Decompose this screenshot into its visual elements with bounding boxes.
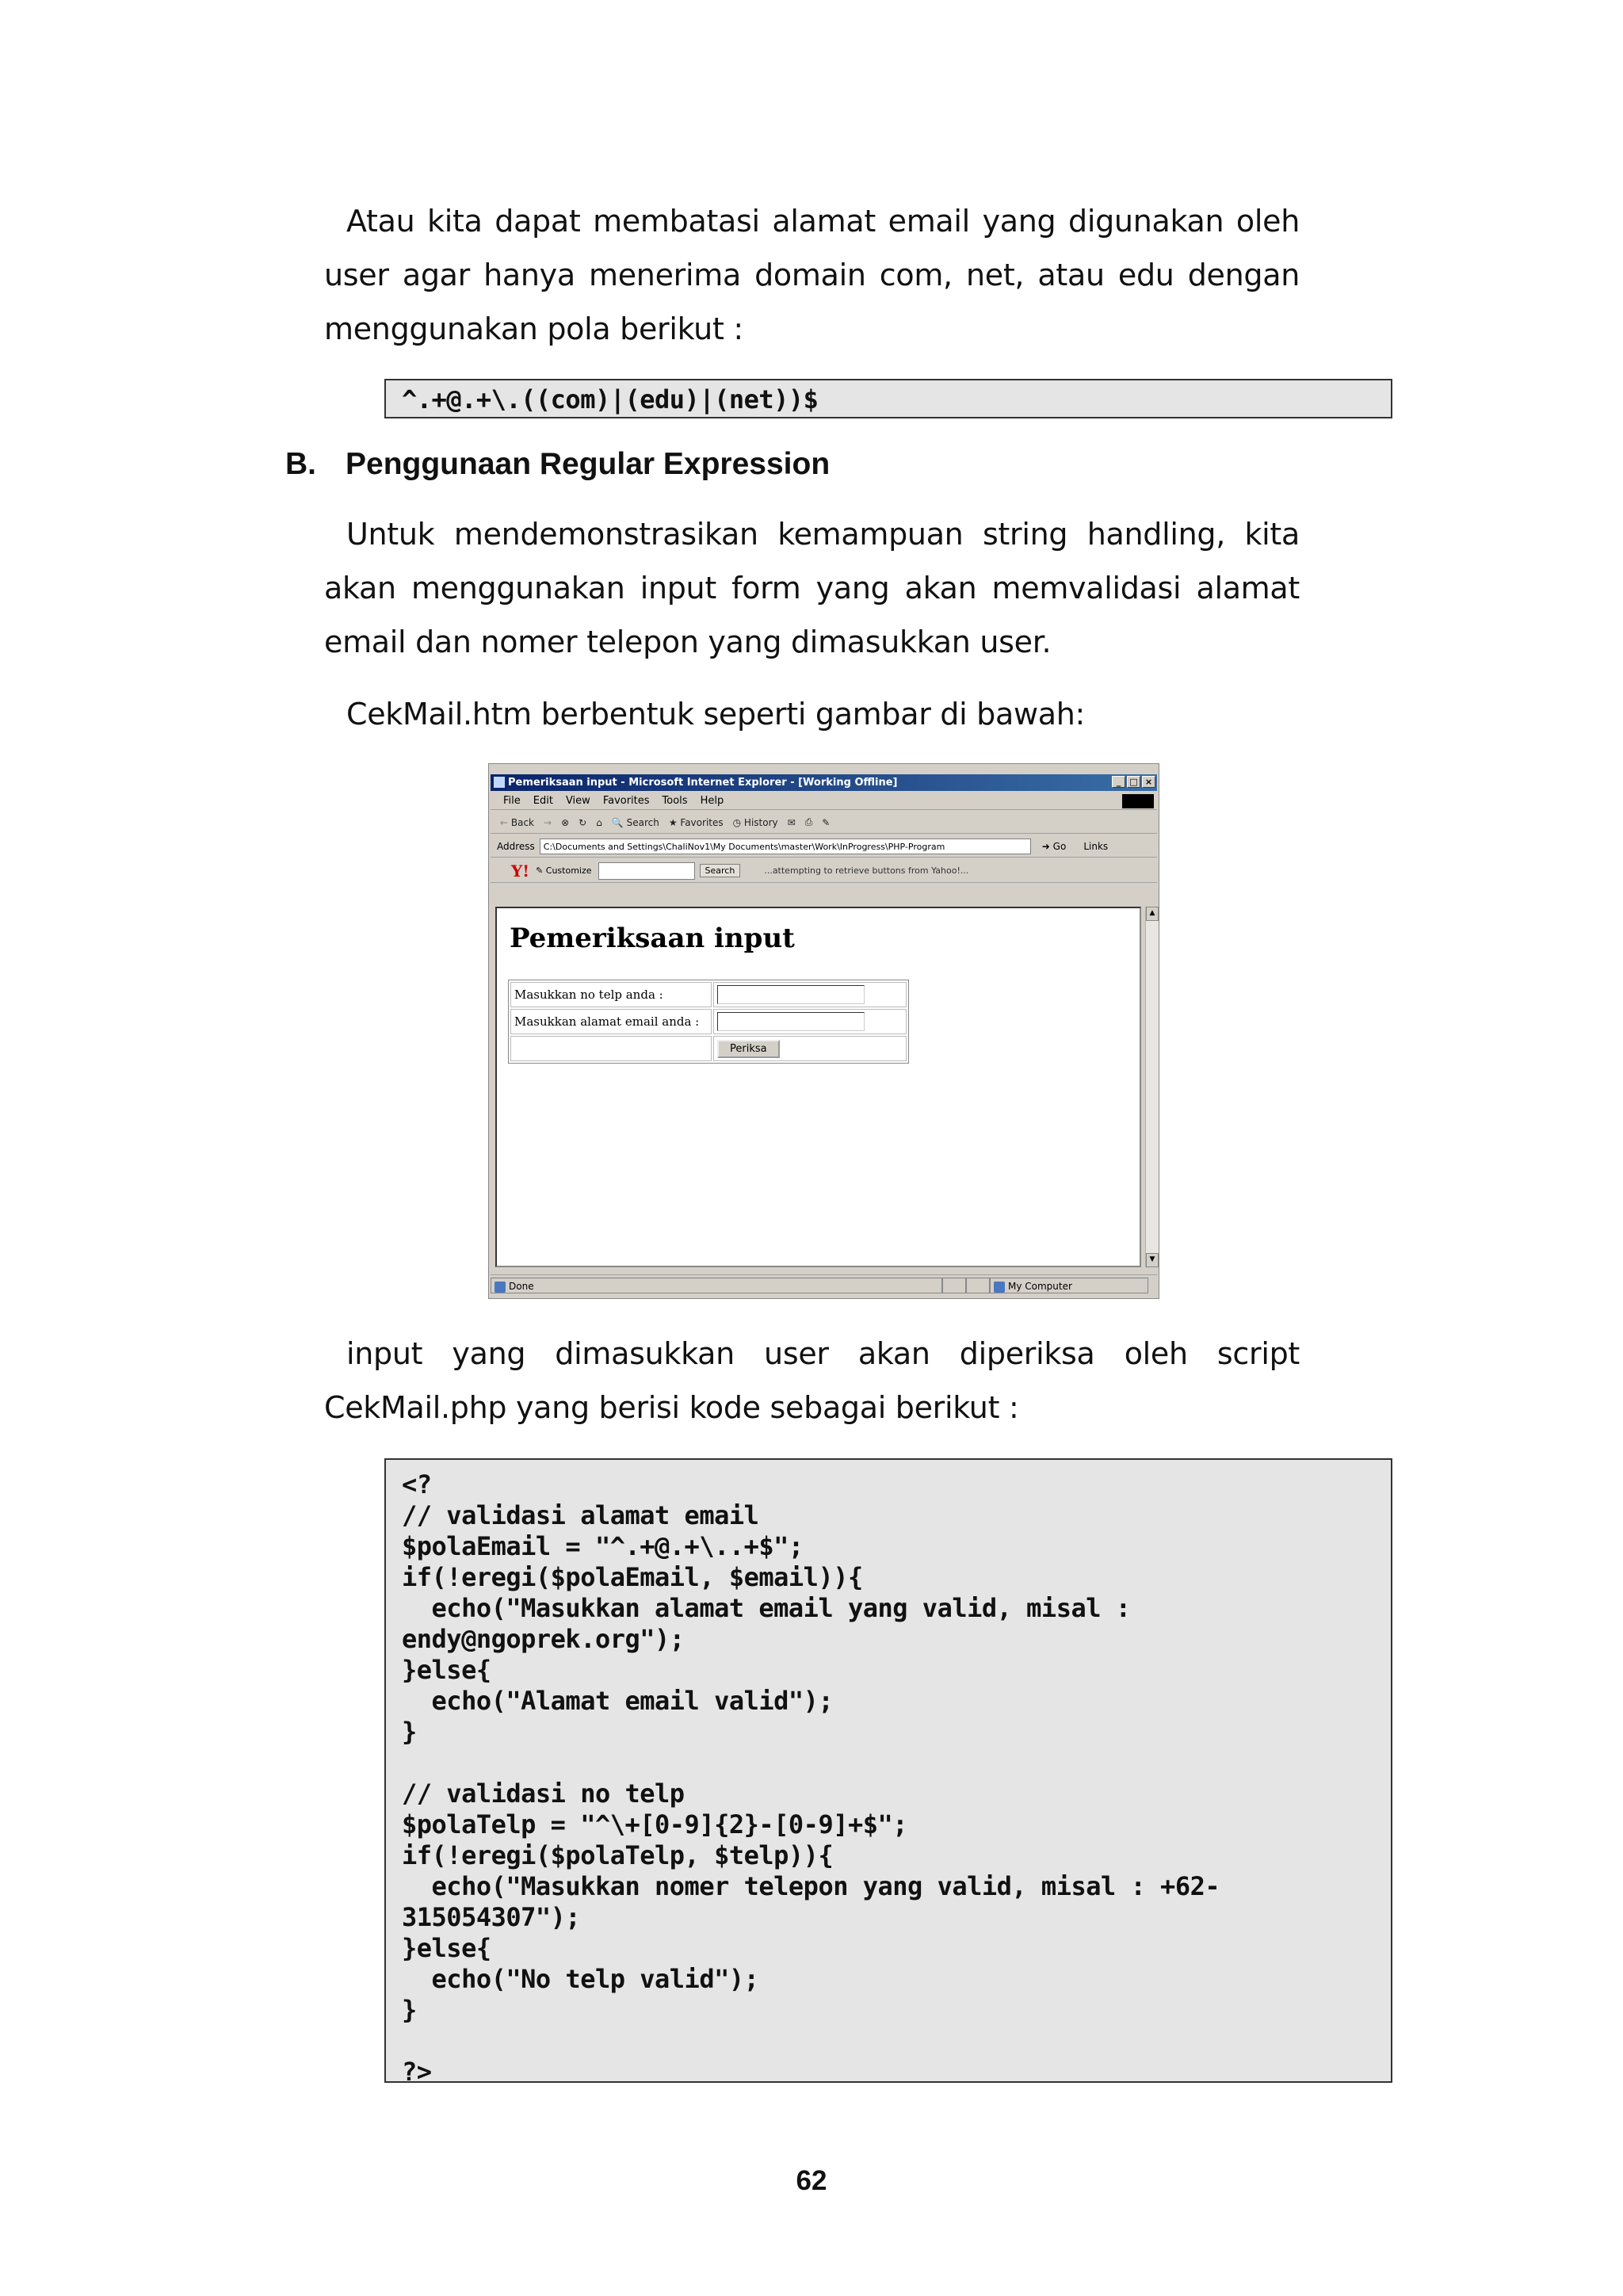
periksa-button[interactable]: Periksa <box>717 1040 780 1058</box>
script-paragraph: input yang dimasukkan user akan diperiksa oleh script CekMail.php yang berisi kode sebagai berikut : <box>324 1336 1300 1425</box>
customize-button[interactable]: ✎ Customize <box>536 865 592 876</box>
home-icon[interactable]: ⌂ <box>596 816 602 828</box>
search-label: Search <box>626 816 659 828</box>
search-button[interactable]: 🔍 Search <box>611 816 659 828</box>
status-text: Done <box>509 1281 534 1292</box>
cekmail-caption: CekMail.htm berbentuk seperti gambar di bawah: <box>346 697 1086 732</box>
mail-icon[interactable]: ✉ <box>787 816 796 828</box>
go-button[interactable]: ➜ Go <box>1041 840 1067 852</box>
history-label: History <box>743 816 778 828</box>
submit-row <box>510 1036 907 1061</box>
email-label: Masukkan alamat email anda : <box>510 1009 712 1034</box>
edit-icon[interactable]: ✎ <box>822 816 831 828</box>
submit-cell <box>713 1036 907 1061</box>
address-bar <box>491 835 1157 858</box>
back-button[interactable]: ← Back <box>500 816 535 828</box>
minimize-icon[interactable]: _ <box>1112 776 1125 788</box>
section-heading <box>285 447 830 482</box>
ie-icon <box>494 777 505 788</box>
phone-cell <box>713 982 907 1007</box>
back-label: Back <box>510 816 535 828</box>
address-label: Address <box>497 840 535 852</box>
menu-file[interactable]: File <box>503 795 521 807</box>
status-blank-1 <box>942 1278 966 1293</box>
yahoo-search-button[interactable]: Search <box>700 864 741 877</box>
window-title: Pemeriksaan input - Microsoft Internet Explorer - [Working Offline] <box>508 777 898 789</box>
menu-tools[interactable]: Tools <box>662 795 688 807</box>
menu-bar <box>491 793 1157 810</box>
page-content <box>495 907 1141 1267</box>
close-icon[interactable]: × <box>1142 776 1155 788</box>
status-zone <box>990 1278 1148 1293</box>
php-code: <? // validasi alamat email $polaEmail = "^.+@.+\..+$"; if(!eregi($polaEmail, $email)){ echo("Masukkan alamat email yang valid, misal : endy@ngoprek.org"); }else{ echo("Alamat email valid"); } // validasi no telp $polaTelp = "^\+[0-9]{2}-[0-9]+$"; if(!eregi($polaTelp, $telp)){ echo("Masukkan nomer telepon yang valid, misal : +62- 315054307"); }else{ echo("No telp valid"); } ?> <box>402 1469 1220 2087</box>
page-number: 62 <box>796 2165 827 2196</box>
print-icon[interactable]: ⎙ <box>804 816 813 827</box>
forward-icon[interactable]: → <box>544 816 552 828</box>
php-code-box <box>384 1458 1392 2087</box>
stop-icon[interactable]: ⊗ <box>561 816 570 828</box>
status-left <box>491 1278 942 1293</box>
phone-input[interactable] <box>717 985 865 1004</box>
vertical-scrollbar[interactable] <box>1145 907 1159 1267</box>
menu-edit[interactable]: Edit <box>533 795 553 807</box>
refresh-icon[interactable]: ↻ <box>579 816 587 828</box>
browser-screenshot <box>488 763 1159 1299</box>
pattern-code: ^.+@.+\.((com)|(edu)|(net))$ <box>402 384 819 415</box>
computer-icon <box>994 1282 1005 1293</box>
yahoo-toolbar <box>491 859 1157 883</box>
scroll-down-icon[interactable]: ▼ <box>1146 1253 1159 1267</box>
favorites-button[interactable]: ★ Favorites <box>668 816 724 828</box>
maximize-icon[interactable]: □ <box>1127 776 1140 788</box>
empty-cell <box>510 1036 712 1061</box>
page-heading: Pemeriksaan input <box>510 923 795 954</box>
pattern-code-box <box>384 379 1392 418</box>
yahoo-status-message: ...attempting to retrieve buttons from Yahoo!... <box>764 865 969 876</box>
section-letter: B. <box>285 447 316 481</box>
customize-label: Customize <box>545 865 592 876</box>
window-controls <box>1112 776 1155 788</box>
menu-help[interactable]: Help <box>700 795 724 807</box>
status-blank-2 <box>966 1278 990 1293</box>
intro-paragraph: Atau kita dapat membatasi alamat email yang digunakan oleh user agar hanya menerima domain com, net, atau edu dengan menggunakan pola berikut : <box>324 204 1300 346</box>
menu-favorites[interactable]: Favorites <box>602 795 650 807</box>
demo-paragraph: Untuk mendemonstrasikan kemampuan string handling, kita akan menggunakan input form yang akan memvalidasi alamat email dan nomer telepon yang dimasukkan user. <box>324 517 1300 659</box>
menu-view[interactable]: View <box>565 795 590 807</box>
page-done-icon <box>495 1282 506 1293</box>
go-label: Go <box>1052 840 1067 852</box>
yahoo-logo[interactable]: Y! <box>511 861 530 881</box>
address-input[interactable]: C:\Documents and Settings\ChaliNov1\My Documents\master\Work\InProgress\PHP-Program <box>540 839 1031 854</box>
email-cell <box>713 1009 907 1034</box>
scroll-up-icon[interactable]: ▲ <box>1146 907 1159 921</box>
window-titlebar <box>491 774 1157 791</box>
email-row <box>510 1009 907 1034</box>
zone-text: My Computer <box>1008 1281 1072 1292</box>
email-input[interactable] <box>717 1012 865 1031</box>
links-label[interactable]: Links <box>1083 840 1109 852</box>
favorites-label: Favorites <box>680 816 724 828</box>
phone-row <box>510 982 907 1007</box>
standard-toolbar <box>491 812 1157 834</box>
history-button[interactable]: ◷ History <box>732 816 778 828</box>
phone-label: Masukkan no telp anda : <box>510 982 712 1007</box>
yahoo-search-input[interactable] <box>598 862 695 880</box>
status-bar <box>491 1274 1157 1296</box>
input-form-table <box>508 980 909 1064</box>
section-title: Penggunaan Regular Expression <box>346 447 831 481</box>
windows-logo-icon <box>1122 794 1154 808</box>
